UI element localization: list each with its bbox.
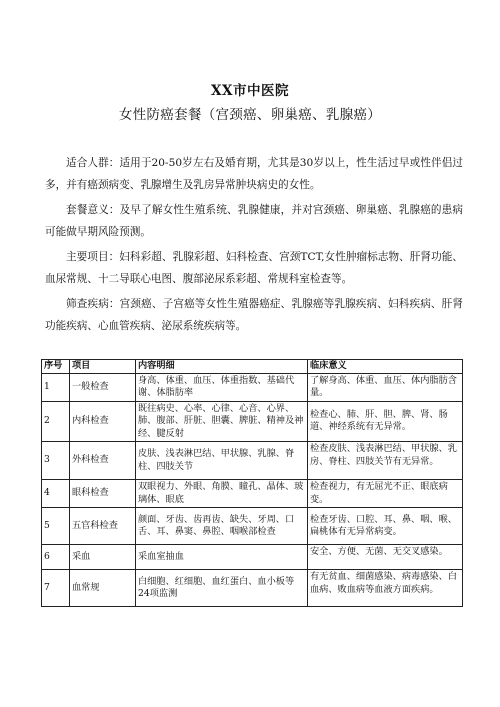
exam-table xyxy=(41,359,463,607)
paragraph-screened-diseases: 筛查疾病：宫颈癌、子宫癌等女性生殖器癌症、乳腺癌等乳腺疾病、妇科疾病、肝肾功能疾病、心血管疾病、泌尿系统疾病等。 xyxy=(45,298,463,332)
hospital-name: XX市中医院 xyxy=(211,83,289,99)
header-clinical-meaning: 临床意义 xyxy=(308,360,463,374)
header-index: 序号 xyxy=(42,360,70,374)
header-item: 项目 xyxy=(70,360,136,374)
cell-clinical-meaning: 安全、方便、无菌、无交叉感染。 xyxy=(308,545,463,570)
exam-table-container xyxy=(41,359,462,607)
cell-clinical-meaning: 检查皮肤、浅表淋巴结、甲状腺、乳房、脊柱、四肢关节有无异常。 xyxy=(308,442,463,480)
table-row xyxy=(42,570,463,607)
cell-item: 血常规 xyxy=(70,570,136,607)
cell-index: 4 xyxy=(42,480,70,508)
cell-details: 白细胞、红细胞、血红蛋白、血小板等24项监测 xyxy=(136,570,308,607)
cell-details: 颜面、牙齿、齿再齿、缺失、牙周、口舌、耳、鼻窦、鼻腔、咽喉部检查 xyxy=(136,508,308,545)
cell-item: 一般检查 xyxy=(70,373,136,401)
cell-clinical-meaning: 检查牙齿、口腔、耳、鼻、咽、喉、扁桃体有无异常病变。 xyxy=(308,508,463,545)
cell-clinical-meaning: 了解身高、体重、血压、体内脂肪含量。 xyxy=(308,373,463,401)
cell-item: 眼科检查 xyxy=(70,480,136,508)
cell-index: 3 xyxy=(42,442,70,480)
paragraph-main-items: 主要项目：妇科彩超、乳腺彩超、妇科检查、宫颈TCT,女性肿瘤标志物、肝肾功能、血尿常规、十二导联心电图、腹部泌尿系彩超、常规科室检查等。 xyxy=(45,251,463,285)
document-title: 女性防癌套餐（宫颈癌、卵巢癌、乳腺癌） xyxy=(118,107,382,123)
table-header-row xyxy=(42,360,463,374)
table-row xyxy=(42,373,463,401)
table-row xyxy=(42,480,463,508)
cell-item: 外科检查 xyxy=(70,442,136,480)
header-details: 内容明细 xyxy=(136,360,308,374)
cell-item: 五官科检查 xyxy=(70,508,136,545)
cell-details: 皮肤、浅表淋巴结、甲状腺、乳腺、脊柱、四肢关节 xyxy=(136,442,308,480)
cell-details: 既往病史、心率、心律、心音、心界、肺、腹部、肝脏、胆囊、脾脏、精神及神经、腱反射 xyxy=(136,401,308,442)
cell-item: 内科检查 xyxy=(70,401,136,442)
cell-index: 7 xyxy=(42,570,70,607)
cell-clinical-meaning: 检查视力，有无屈光不正、眼底病变。 xyxy=(308,480,463,508)
cell-clinical-meaning: 检查心、肺、肝、胆、脾、肾、肠道、神经系统有无异常。 xyxy=(308,401,463,442)
cell-clinical-meaning: 有无贫血、细菌感染、病毒感染、白血病、败血病等血液方面疾病。 xyxy=(308,570,463,607)
table-row xyxy=(42,442,463,480)
cell-item: 采血 xyxy=(70,545,136,570)
cell-index: 2 xyxy=(42,401,70,442)
cell-details: 双眼视力、外眼、角膜、瞳孔、晶体、玻璃体、眼底 xyxy=(136,480,308,508)
paragraph-package-meaning: 套餐意义：及早了解女性生殖系统、乳腺健康，并对宫颈癌、卵巢癌、乳腺癌的患病可能做早期风险预测。 xyxy=(45,204,463,238)
cell-index: 1 xyxy=(42,373,70,401)
cell-index: 6 xyxy=(42,545,70,570)
paragraph-target-group: 适合人群：适用于20-50岁左右及婚育期，尤其是30岁以上，性生活过早或性伴侣过多，并有癌颈病变、乳腺增生及乳房异常肿块病史的女性。 xyxy=(45,157,463,191)
cell-index: 5 xyxy=(42,508,70,545)
cell-details: 身高、体重、血压、体重指数、基础代谢、体脂肪率 xyxy=(136,373,308,401)
table-row xyxy=(42,401,463,442)
table-row xyxy=(42,508,463,545)
table-row xyxy=(42,545,463,570)
cell-details: 采血室抽血 xyxy=(136,545,308,570)
